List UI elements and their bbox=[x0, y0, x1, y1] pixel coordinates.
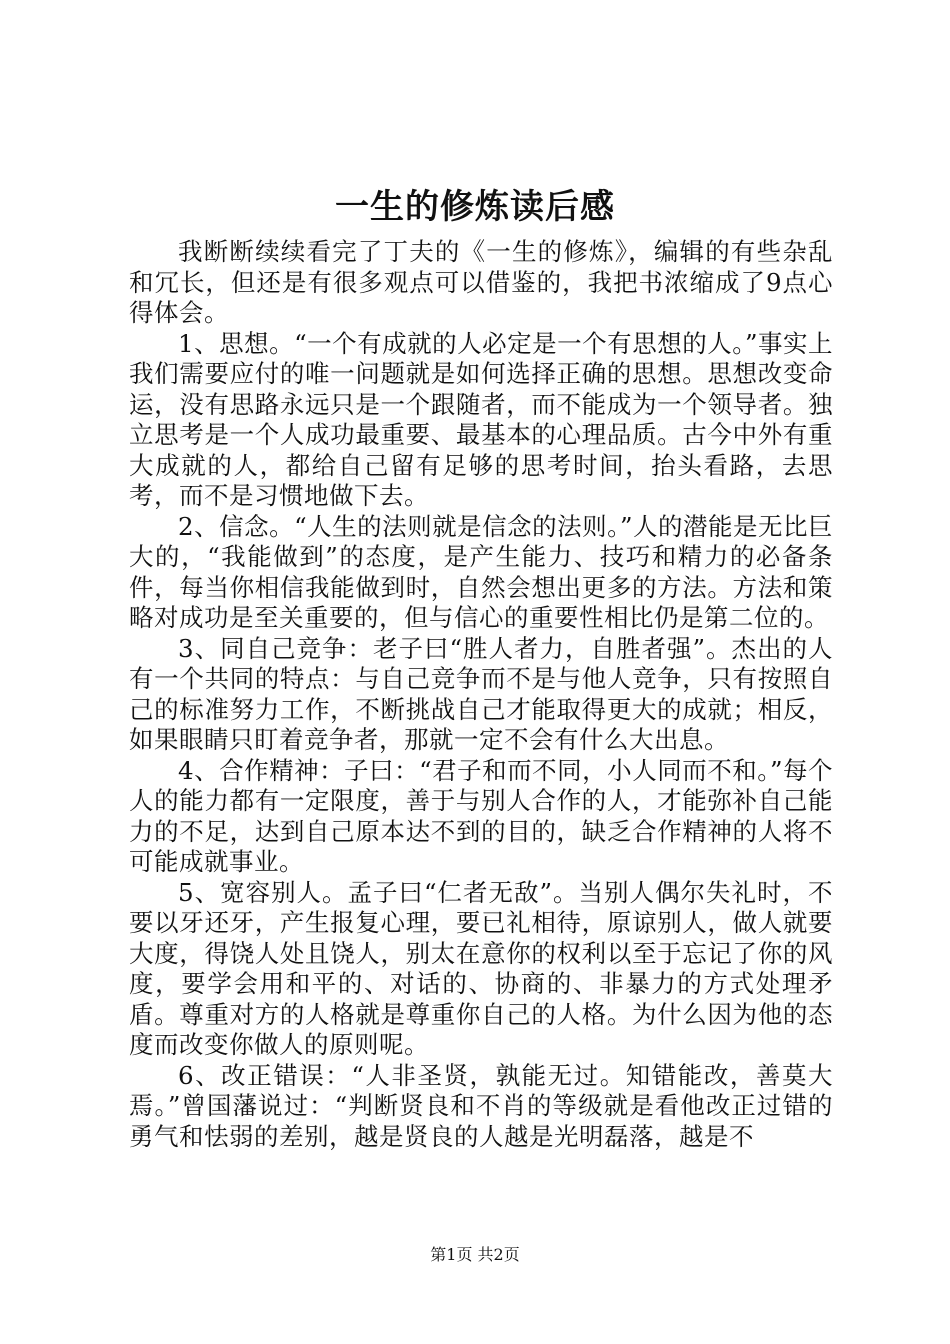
paragraph-correct-mistakes: 6、改正错误：“人非圣贤，孰能无过。知错能改，善莫大焉。”曾国藩说过：“判断贤良和不肖的等级就是看他改正过错的勇气和怯弱的差别，越是贤良的人越是光明磊落，越是不 bbox=[129, 1060, 833, 1151]
paragraph-tolerance: 5、宽容别人。孟子曰“仁者无敌”。当别人偶尔失礼时，不要以牙还牙，产生报复心理，要已礼相待，原谅别人，做人就要大度，得饶人处且饶人，别太在意你的权利以至于忘记了你的风度，要学会用和平的、对话的、协商的、非暴力的方式处理矛盾。尊重对方的人格就是尊重你自己的人格。为什么因为他的态度而改变你做人的原则呢。 bbox=[129, 877, 833, 1059]
paragraph-cooperation: 4、合作精神：子曰：“君子和而不同，小人同而不和。”每个人的能力都有一定限度，善于与别人合作的人，才能弥补自己能力的不足，达到自己原本达不到的目的，缺乏合作精神的人将不可能成就事业。 bbox=[129, 755, 833, 876]
document-title: 一生的修炼读后感 bbox=[335, 187, 615, 227]
paragraph-compete-self: 3、同自己竞争：老子曰“胜人者力，自胜者强”。杰出的人有一个共同的特点：与自己竞争而不是与他人竞争，只有按照自己的标准努力工作，不断挑战自己才能取得更大的成就；相反，如果眼睛只盯着竞争者，那就一定不会有什么大出息。 bbox=[129, 633, 833, 754]
page-number-footer: 第1页 共2页 bbox=[430, 1245, 520, 1264]
paragraph-belief: 2、信念。“人生的法则就是信念的法则。”人的潜能是无比巨大的，“我能做到”的态度，是产生能力、技巧和精力的必备条件，每当你相信我能做到时，自然会想出更多的方法。方法和策略对成功是至关重要的，但与信心的重要性相比仍是第二位的。 bbox=[129, 511, 833, 632]
paragraph-intro: 我断断续续看完了丁夫的《一生的修炼》，编辑的有些杂乱和冗长，但还是有很多观点可以借鉴的，我把书浓缩成了9点心得体会。 bbox=[129, 237, 833, 327]
paragraph-thought: 1、思想。“一个有成就的人必定是一个有思想的人。”事实上我们需要应付的唯一问题就是如何选择正确的思想。思想改变命运，没有思路永远只是一个跟随者，而不能成为一个领导者。独立思考是一个人成功最重要、最基本的心理品质。古今中外有重大成就的人，都给自己留有足够的思考时间，抬头看路，去思考，而不是习惯地做下去。 bbox=[129, 328, 833, 510]
document-body bbox=[129, 237, 833, 1152]
